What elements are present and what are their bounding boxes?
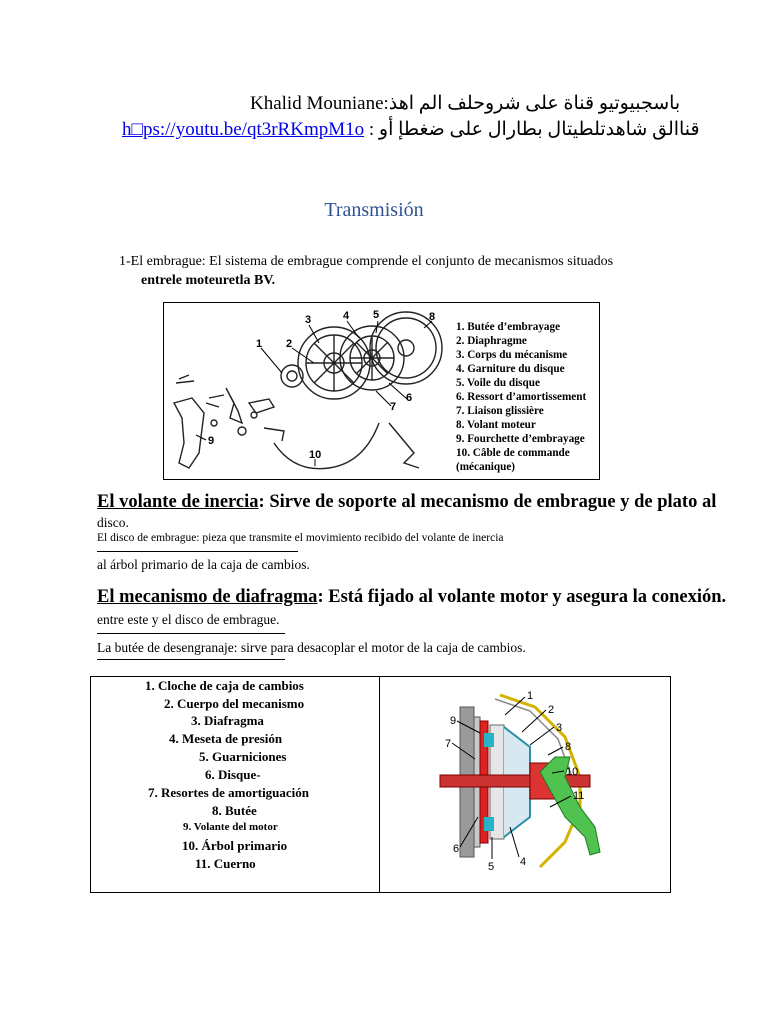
legend-item: 8. Volant moteur	[456, 419, 536, 431]
volante-heading	[97, 492, 716, 513]
divider	[97, 633, 285, 634]
list-item: 11. Cuerno	[195, 856, 256, 871]
diafragma-term: El mecanismo de diafragma	[97, 587, 318, 607]
intro-line-1: 1-El embrague: El sistema de embrague comprende el conjunto de mecanismos situados	[119, 254, 614, 269]
parts-table	[90, 676, 671, 893]
section-callout-8: 8	[565, 741, 572, 753]
section-callout-6: 6	[453, 843, 460, 855]
disco-cont: al árbol primario de la caja de cambios.	[97, 557, 310, 572]
list-item: 7. Resortes de amortiguación	[148, 785, 310, 800]
legend-item: 9. Fourchette d’embrayage	[456, 433, 585, 445]
callout-8: 8	[429, 311, 436, 323]
figure-legend	[456, 320, 586, 474]
callout-4: 4	[343, 310, 350, 322]
divider	[97, 659, 285, 660]
legend-item: 10. Câble de commande	[456, 447, 570, 459]
diafragma-heading	[97, 587, 726, 608]
section-callout-2: 2	[548, 704, 555, 716]
divider	[97, 551, 298, 552]
callout-1: 1	[256, 338, 263, 350]
section-callout-4: 4	[520, 856, 527, 868]
volante-cont: disco.	[97, 515, 129, 530]
legend-item: 6. Ressort d’amortissement	[456, 391, 587, 403]
callout-6: 6	[406, 392, 413, 404]
callout-5: 5	[373, 309, 380, 321]
clutch-exploded-figure	[163, 302, 600, 480]
intro-line-2: entrele moteuretla BV.	[141, 273, 276, 288]
volante-term: El volante de inercia	[97, 492, 259, 512]
butee-line: La butée de desengranaje: sirve para desacoplar el motor de la caja de cambios.	[97, 640, 526, 655]
youtube-link[interactable]: h□ps://youtu.be/qt3rRKmpM1o	[122, 119, 365, 140]
section-callout-3: 3	[556, 722, 563, 734]
parts-list	[91, 677, 379, 887]
legend-item: 7. Liaison glissière	[456, 405, 544, 417]
list-item: 8. Butée	[212, 803, 257, 818]
legend-item: 1. Butée d’embrayage	[456, 321, 561, 333]
callout-3: 3	[305, 314, 312, 326]
section-callout-5: 5	[488, 861, 495, 873]
diafragma-cont: entre este y el disco de embrague.	[97, 612, 280, 627]
header-link-suffix: : قناالق شاهدتلطيتال بطارال على ضغطإ أو	[364, 119, 700, 140]
legend-item: 4. Garniture du disque	[456, 363, 565, 375]
volante-heading-rest: : Sirve de soporte al mecanismo de embrague y de plato al	[258, 492, 717, 512]
disco-line: El disco de embrague: pieza que transmite el movimiento recibido del volante de inercia	[97, 532, 504, 544]
legend-item: (mécanique)	[456, 461, 516, 473]
list-item: 9. Volante del motor	[183, 821, 278, 833]
callout-9: 9	[208, 435, 215, 447]
section-callout-10: 10	[566, 766, 579, 778]
list-item: 10. Árbol primario	[182, 838, 288, 853]
header-link-line	[122, 118, 700, 141]
parts-list-cell	[91, 677, 380, 893]
list-item: 6. Disque-	[205, 767, 261, 782]
section-callout-11: 11	[573, 790, 585, 802]
section-callout-9: 9	[450, 715, 457, 727]
list-item: 2. Cuerpo del mecanismo	[164, 696, 305, 711]
list-item: 5. Guarniciones	[199, 749, 287, 764]
legend-item: 2. Diaphragme	[456, 335, 527, 347]
clutch-section-drawing	[380, 677, 670, 887]
legend-item: 3. Corps du mécanisme	[456, 349, 568, 361]
section-callout-7: 7	[445, 738, 452, 750]
header-author: Khalid Mouniane:باسجبيوتيو قناة على شروحلف الم اهذ	[250, 93, 681, 114]
section-callout-1: 1	[527, 690, 534, 702]
list-item: 4. Meseta de presión	[169, 731, 283, 746]
clutch-section-figure-cell	[380, 677, 671, 893]
callout-2: 2	[286, 338, 293, 350]
callout-7: 7	[390, 401, 397, 413]
diafragma-heading-rest: : Está fijado al volante motor y asegura la conexión.	[317, 587, 727, 607]
callout-10: 10	[309, 449, 322, 461]
legend-item: 5. Voile du disque	[456, 377, 540, 389]
list-item: 1. Cloche de caja de cambios	[145, 678, 304, 693]
page-title: Transmisión	[324, 199, 424, 221]
list-item: 3. Diafragma	[191, 713, 264, 728]
header-author-line	[250, 92, 680, 115]
